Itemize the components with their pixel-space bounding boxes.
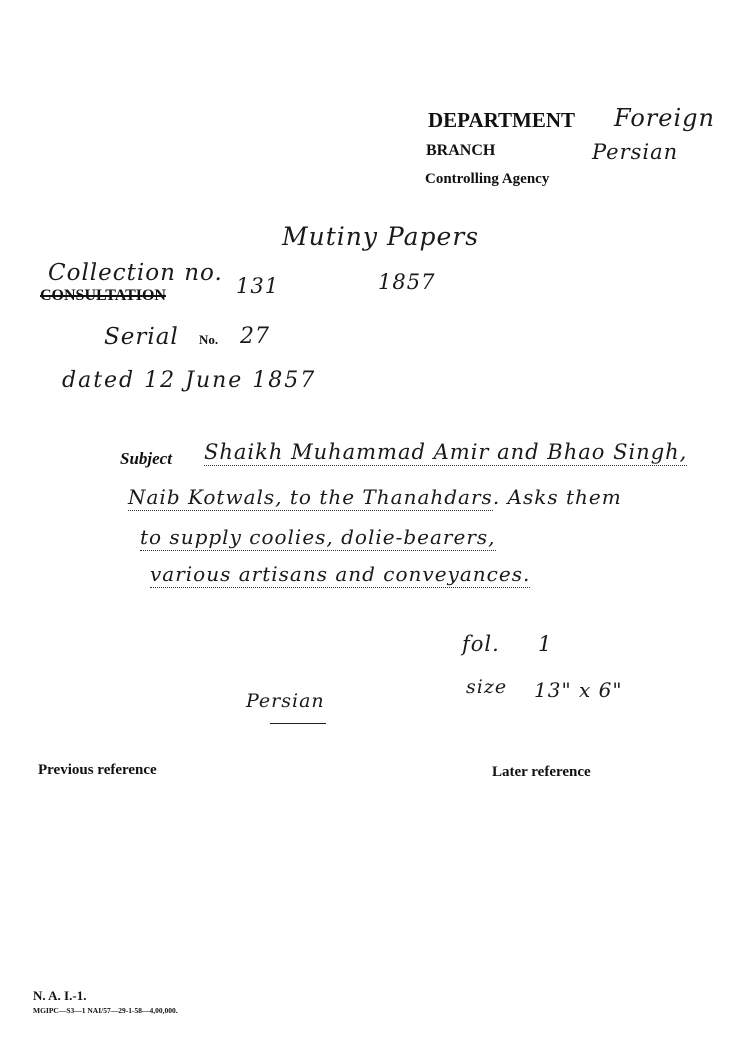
subject-label: Subject <box>120 449 172 468</box>
serial-value: 27 <box>240 324 270 349</box>
department-value: Foreign <box>614 104 715 132</box>
mutiny-papers-note: Mutiny Papers <box>282 222 480 251</box>
branch-label: BRANCH <box>426 142 496 159</box>
serial-no-label: No. <box>199 332 219 347</box>
persian-note-underline <box>270 723 326 724</box>
persian-note: Persian <box>246 690 325 712</box>
previous-reference-label: Previous reference <box>38 762 157 778</box>
subject-line-2-a: Naib Kotwals, to the Thanahdars <box>128 485 493 509</box>
subject-line-4: various artisans and conveyances. <box>150 562 531 586</box>
subject-line-2 <box>128 485 622 509</box>
size-value: 13" x 6" <box>534 678 623 702</box>
subject-line-2-b: . Asks them <box>492 485 622 509</box>
controlling-agency-label: Controlling Agency <box>425 171 550 187</box>
fol-label: fol. <box>462 632 500 656</box>
dated-line: dated 12 June 1857 <box>62 368 317 393</box>
print-line: MGIPC—S3—1 NAI/57—29-1-58—4,00,000. <box>33 1006 178 1015</box>
collection-year: 1857 <box>378 270 436 294</box>
form-code: N. A. I.-1. <box>33 988 87 1003</box>
size-label: size <box>466 676 508 698</box>
subject-line-1: Shaikh Muhammad Amir and Bhao Singh, <box>204 440 688 464</box>
serial-label: Serial <box>104 324 179 350</box>
branch-value: Persian <box>592 140 679 164</box>
fol-value: 1 <box>538 632 553 656</box>
collection-label: Collection no. <box>48 260 223 286</box>
subject-line-3: to supply coolies, dolie-bearers, <box>140 525 496 549</box>
collection-number: 131 <box>236 274 280 298</box>
later-reference-label: Later reference <box>492 764 591 780</box>
consultation-struck-label: CONSULTATION <box>40 287 166 304</box>
department-label: DEPARTMENT <box>428 108 576 132</box>
